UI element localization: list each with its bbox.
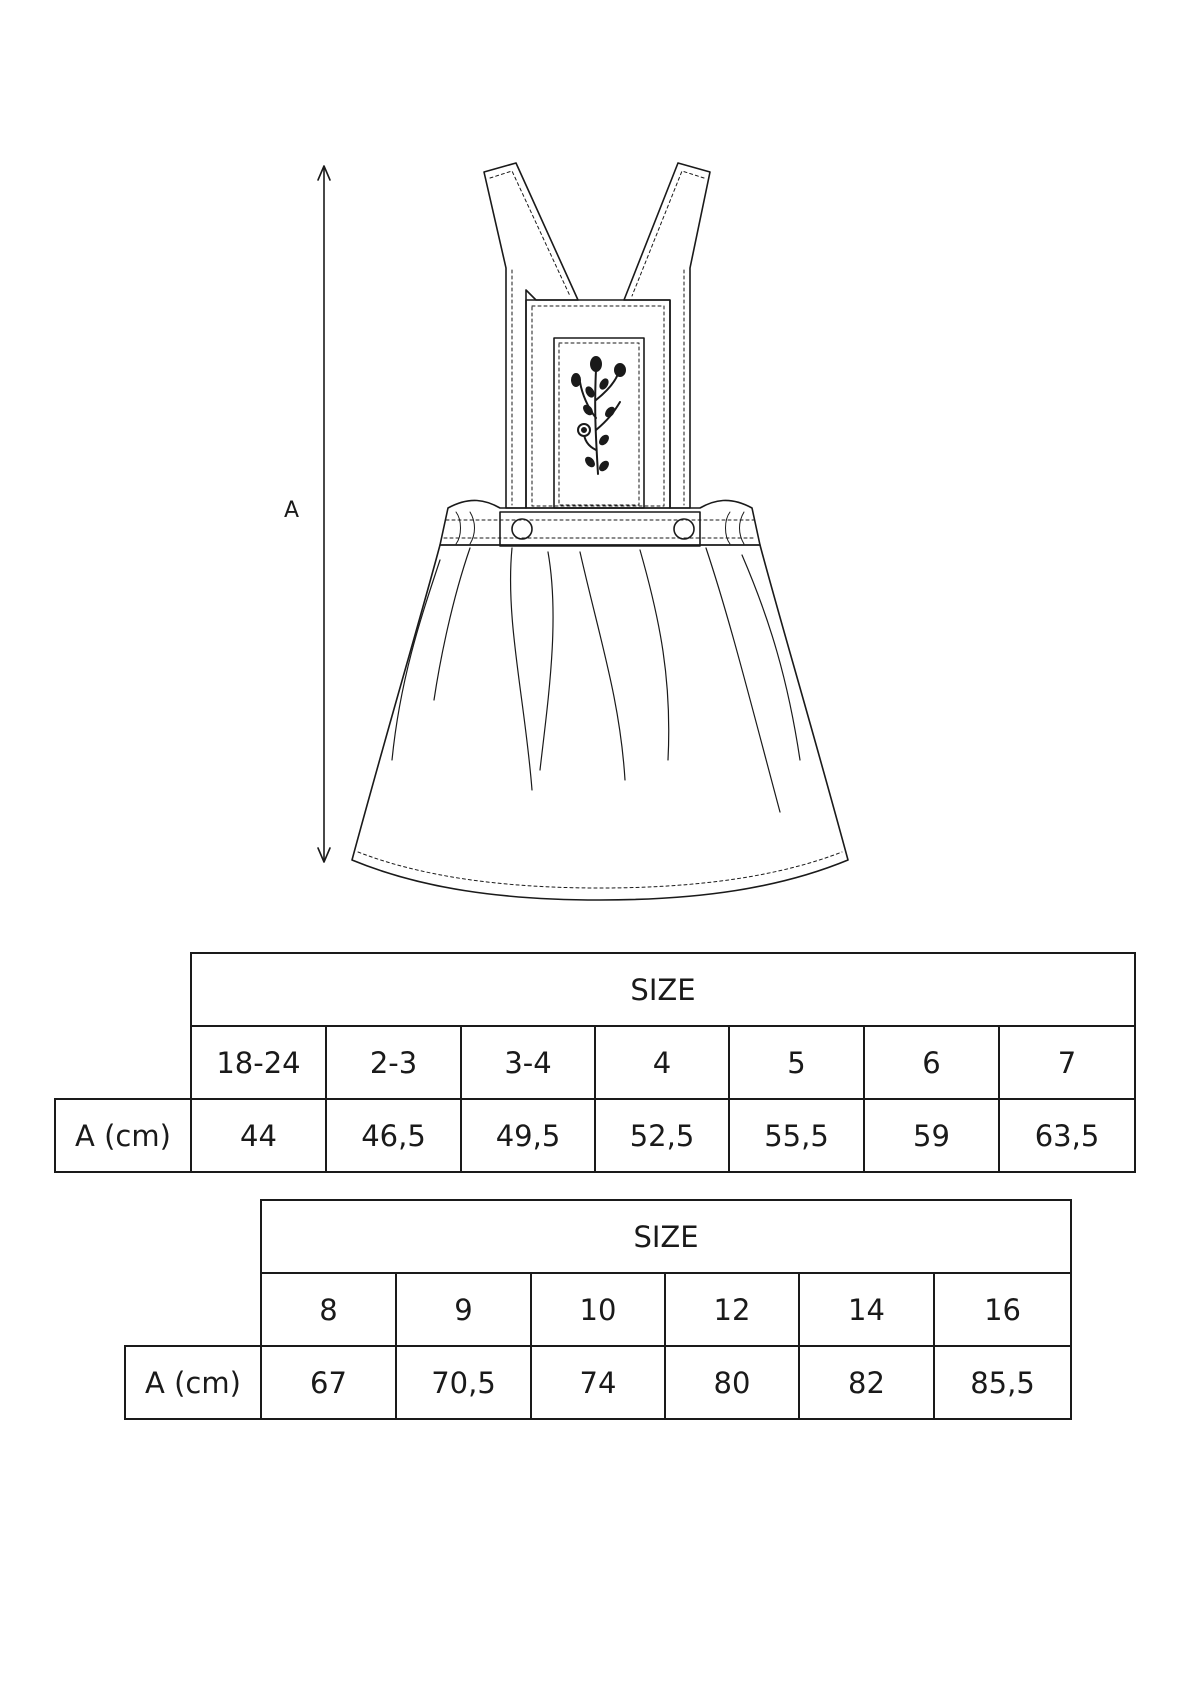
size-table-1 [54,952,1136,1173]
value-cell: 80 [665,1346,799,1419]
size-cell: 6 [864,1026,999,1099]
size-cell: 8 [261,1273,396,1346]
dimension-label-a: A [284,498,300,523]
value-cell: 44 [191,1099,326,1172]
value-cell: 63,5 [999,1099,1135,1172]
left-strap [484,163,578,508]
dimension-arrow [318,166,330,862]
size-table-2 [124,1199,1072,1420]
size-cell: 7 [999,1026,1135,1099]
value-cell: 67 [261,1346,396,1419]
measurement-row [55,1099,1135,1172]
size-header: SIZE [261,1200,1071,1273]
measurement-row [125,1346,1071,1419]
size-cell: 3-4 [461,1026,595,1099]
size-row [55,1026,1135,1099]
value-cell: 59 [864,1099,999,1172]
size-cell: 4 [595,1026,729,1099]
right-strap [624,163,710,508]
size-header: SIZE [191,953,1135,1026]
size-cell: 2-3 [326,1026,461,1099]
value-cell: 70,5 [396,1346,531,1419]
size-cell: 16 [934,1273,1071,1346]
size-cell: 10 [531,1273,665,1346]
size-cell: 18-24 [191,1026,326,1099]
value-cell: 52,5 [595,1099,729,1172]
right-button [674,519,694,539]
size-cell: 9 [396,1273,531,1346]
value-cell: 85,5 [934,1346,1071,1419]
size-cell: 5 [729,1026,864,1099]
size-cell: 12 [665,1273,799,1346]
left-button [512,519,532,539]
value-cell: 74 [531,1346,665,1419]
row-label: A (cm) [125,1346,261,1419]
size-cell: 14 [799,1273,934,1346]
skirt [352,545,848,900]
value-cell: 49,5 [461,1099,595,1172]
bib [526,300,670,508]
value-cell: 55,5 [729,1099,864,1172]
flower-embroidery [572,357,625,474]
size-row [125,1273,1071,1346]
row-label: A (cm) [55,1099,191,1172]
value-cell: 46,5 [326,1099,461,1172]
value-cell: 82 [799,1346,934,1419]
